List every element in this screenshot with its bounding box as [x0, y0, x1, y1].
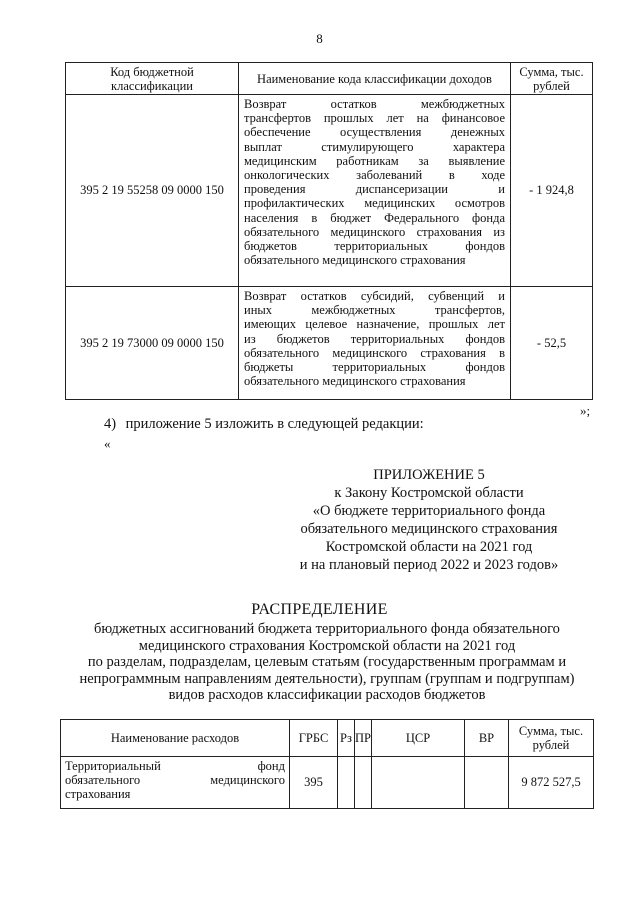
text-line: обязательного медицинского страхования — [244, 374, 466, 389]
expense-name — [61, 757, 290, 809]
text-line: иных межбюджетных трансфертов, — [244, 303, 505, 318]
rz-value — [338, 757, 355, 809]
table-row — [66, 287, 593, 400]
text-line: трансфертов прошлых лет на финансовое — [244, 111, 505, 126]
subtitle-line: по разделам, подразделам, целевым статьям (государственным программам и — [87, 654, 567, 670]
text-line: населения в бюджет Федерального фонда — [244, 210, 505, 225]
header-name: Наименование кода классификации доходов — [239, 63, 511, 95]
vr-value — [465, 757, 509, 809]
appendix-line: к Закону Костромской области — [334, 485, 524, 501]
appendix-title: ПРИЛОЖЕНИЕ 5 — [373, 467, 485, 483]
distribution-title: РАСПРЕДЕЛЕНИЕ — [251, 601, 388, 618]
closing-quote: »; — [580, 403, 591, 418]
distribution-subtitle — [72, 621, 582, 704]
header-rz: Рз — [338, 720, 355, 757]
text-line: обязательного медицинского страхования в — [244, 345, 505, 360]
appendix-line: «О бюджете территориального фонда — [312, 503, 546, 519]
text-line: бюджетов территориальных фондов — [244, 239, 505, 254]
pr-value — [355, 757, 372, 809]
subtitle-line: видов расходов классификации расходов бюджетов — [168, 687, 486, 703]
subtitle-line: медицинского страхования Костромской области на 2021 год — [138, 637, 516, 654]
list-item-4 — [104, 416, 424, 433]
item-number: 4) — [104, 416, 117, 432]
code-name — [239, 95, 511, 287]
appendix-line: Костромской области на 2021 год — [325, 539, 533, 555]
budget-code: 395 2 19 55258 09 0000 150 — [66, 95, 239, 287]
text-line: бюджеты территориальных фондов — [244, 360, 505, 375]
grbs-value: 395 — [290, 757, 338, 809]
text-line: профилактических медицинских осмотров — [244, 196, 505, 211]
header-expense-name: Наименование расходов — [61, 720, 290, 757]
text-line: онкологических заболеваний в ходе — [244, 168, 505, 183]
opening-quote: « — [104, 436, 111, 451]
text-line: Территориальный фонд — [65, 759, 285, 773]
text-line: проведения диспансеризации и — [244, 182, 505, 197]
subtitle-line: непрограммным направлениям деятельности), группам (группам и подгруппам) — [79, 670, 575, 687]
sum-value: - 52,5 — [511, 287, 593, 400]
text-line: выплат стимулирующего характера — [244, 139, 505, 154]
header-code: Код бюджетной классификации — [66, 63, 239, 95]
sum-value: 9 872 527,5 — [509, 757, 594, 809]
text-line: Возврат остатков межбюджетных — [244, 97, 505, 111]
appendix-line: и на плановый период 2022 и 2023 годов» — [299, 557, 559, 573]
header-csr: ЦСР — [372, 720, 465, 757]
table-row — [66, 95, 593, 287]
appendix-line: обязательного медицинского страхования — [300, 521, 558, 537]
revenue-classification-table — [65, 62, 593, 400]
text-line: медицинским работникам за выявление — [244, 153, 505, 168]
text-line: имеющих целевое назначение, прошлых лет — [244, 317, 505, 332]
csr-value — [372, 757, 465, 809]
header-grbs: ГРБС — [290, 720, 338, 757]
header-pr: ПР — [355, 720, 372, 757]
budget-code: 395 2 19 73000 09 0000 150 — [66, 287, 239, 400]
appendix-header — [269, 466, 589, 574]
text-line: обязательного медицинского страхования из — [244, 224, 505, 239]
table-row — [61, 757, 594, 809]
text-line: обязательного медицинского страхования — [244, 253, 466, 268]
code-name — [239, 287, 511, 400]
header-sum: Сумма, тыс. рублей — [509, 720, 594, 757]
text-line: обязательного медицинского — [65, 773, 285, 787]
text-line: обеспечение осуществления денежных — [244, 125, 505, 140]
page-number: 8 — [316, 31, 323, 46]
subtitle-line: бюджетных ассигнований бюджета территориального фонда обязательного — [94, 621, 560, 637]
sum-value: - 1 924,8 — [511, 95, 593, 287]
text-line: Возврат остатков субсидий, субвенций и — [244, 289, 505, 303]
header-vr: ВР — [465, 720, 509, 757]
text-line: страхования — [65, 787, 131, 801]
text-line: из бюджетов территориальных фондов — [244, 331, 505, 346]
expenditure-distribution-table — [60, 719, 594, 809]
item-text: приложение 5 изложить в следующей редакции: — [125, 416, 424, 432]
header-sum: Сумма, тыс. рублей — [511, 63, 593, 95]
